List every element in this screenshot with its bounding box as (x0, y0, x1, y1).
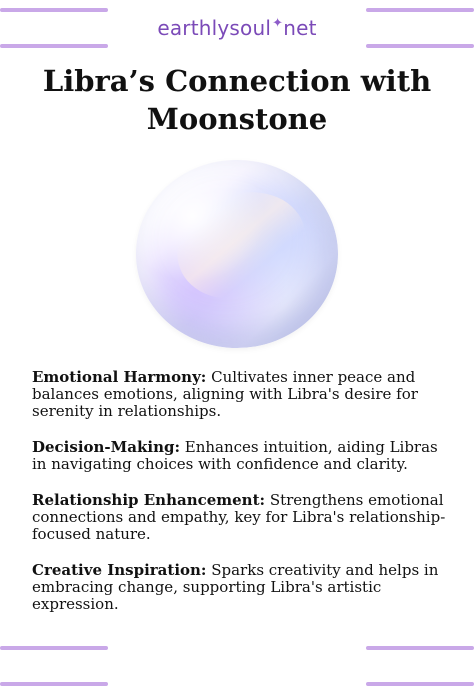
bottom-right-bar-lower (366, 682, 474, 686)
item-text: Enhances intuition, aiding Libras in navigating choices with confidence and clarity. (32, 438, 438, 473)
top-right-bar (366, 8, 474, 12)
item-heading: Decision-Making: (32, 438, 181, 456)
brand-logo (0, 16, 474, 40)
logo-suffix: net (283, 16, 317, 40)
item-text: Sparks creativity and helps in embracing change, supporting Libra's artistic expression. (32, 561, 439, 613)
item-heading: Creative Inspiration: (32, 561, 207, 579)
item-heading: Relationship Enhancement: (32, 491, 266, 509)
bottom-left-bar-lower (0, 682, 108, 686)
top-left-bar-lower (0, 44, 108, 48)
item-heading: Emotional Harmony: (32, 368, 207, 386)
bottom-right-bar (366, 646, 474, 650)
list-item (32, 492, 454, 543)
item-text: Strengthens emotional connections and empathy, key for Libra's relationship-focused nature. (32, 491, 446, 543)
benefits-list (32, 369, 454, 632)
logo-accent: ✦ (272, 16, 284, 31)
item-text: Cultivates inner peace and balances emotions, aligning with Libra's desire for serenity in relationships. (32, 368, 418, 420)
page-title: Libra’s Connection with Moonstone (42, 64, 432, 136)
list-item (32, 369, 454, 420)
moonstone-graphic (136, 160, 338, 348)
top-right-bar-lower (366, 44, 474, 48)
bottom-left-bar (0, 646, 108, 650)
list-item (32, 562, 454, 613)
logo-text: earthlysoul (157, 16, 272, 40)
moonstone-image (136, 160, 338, 348)
list-item (32, 439, 454, 473)
top-left-bar (0, 8, 108, 12)
